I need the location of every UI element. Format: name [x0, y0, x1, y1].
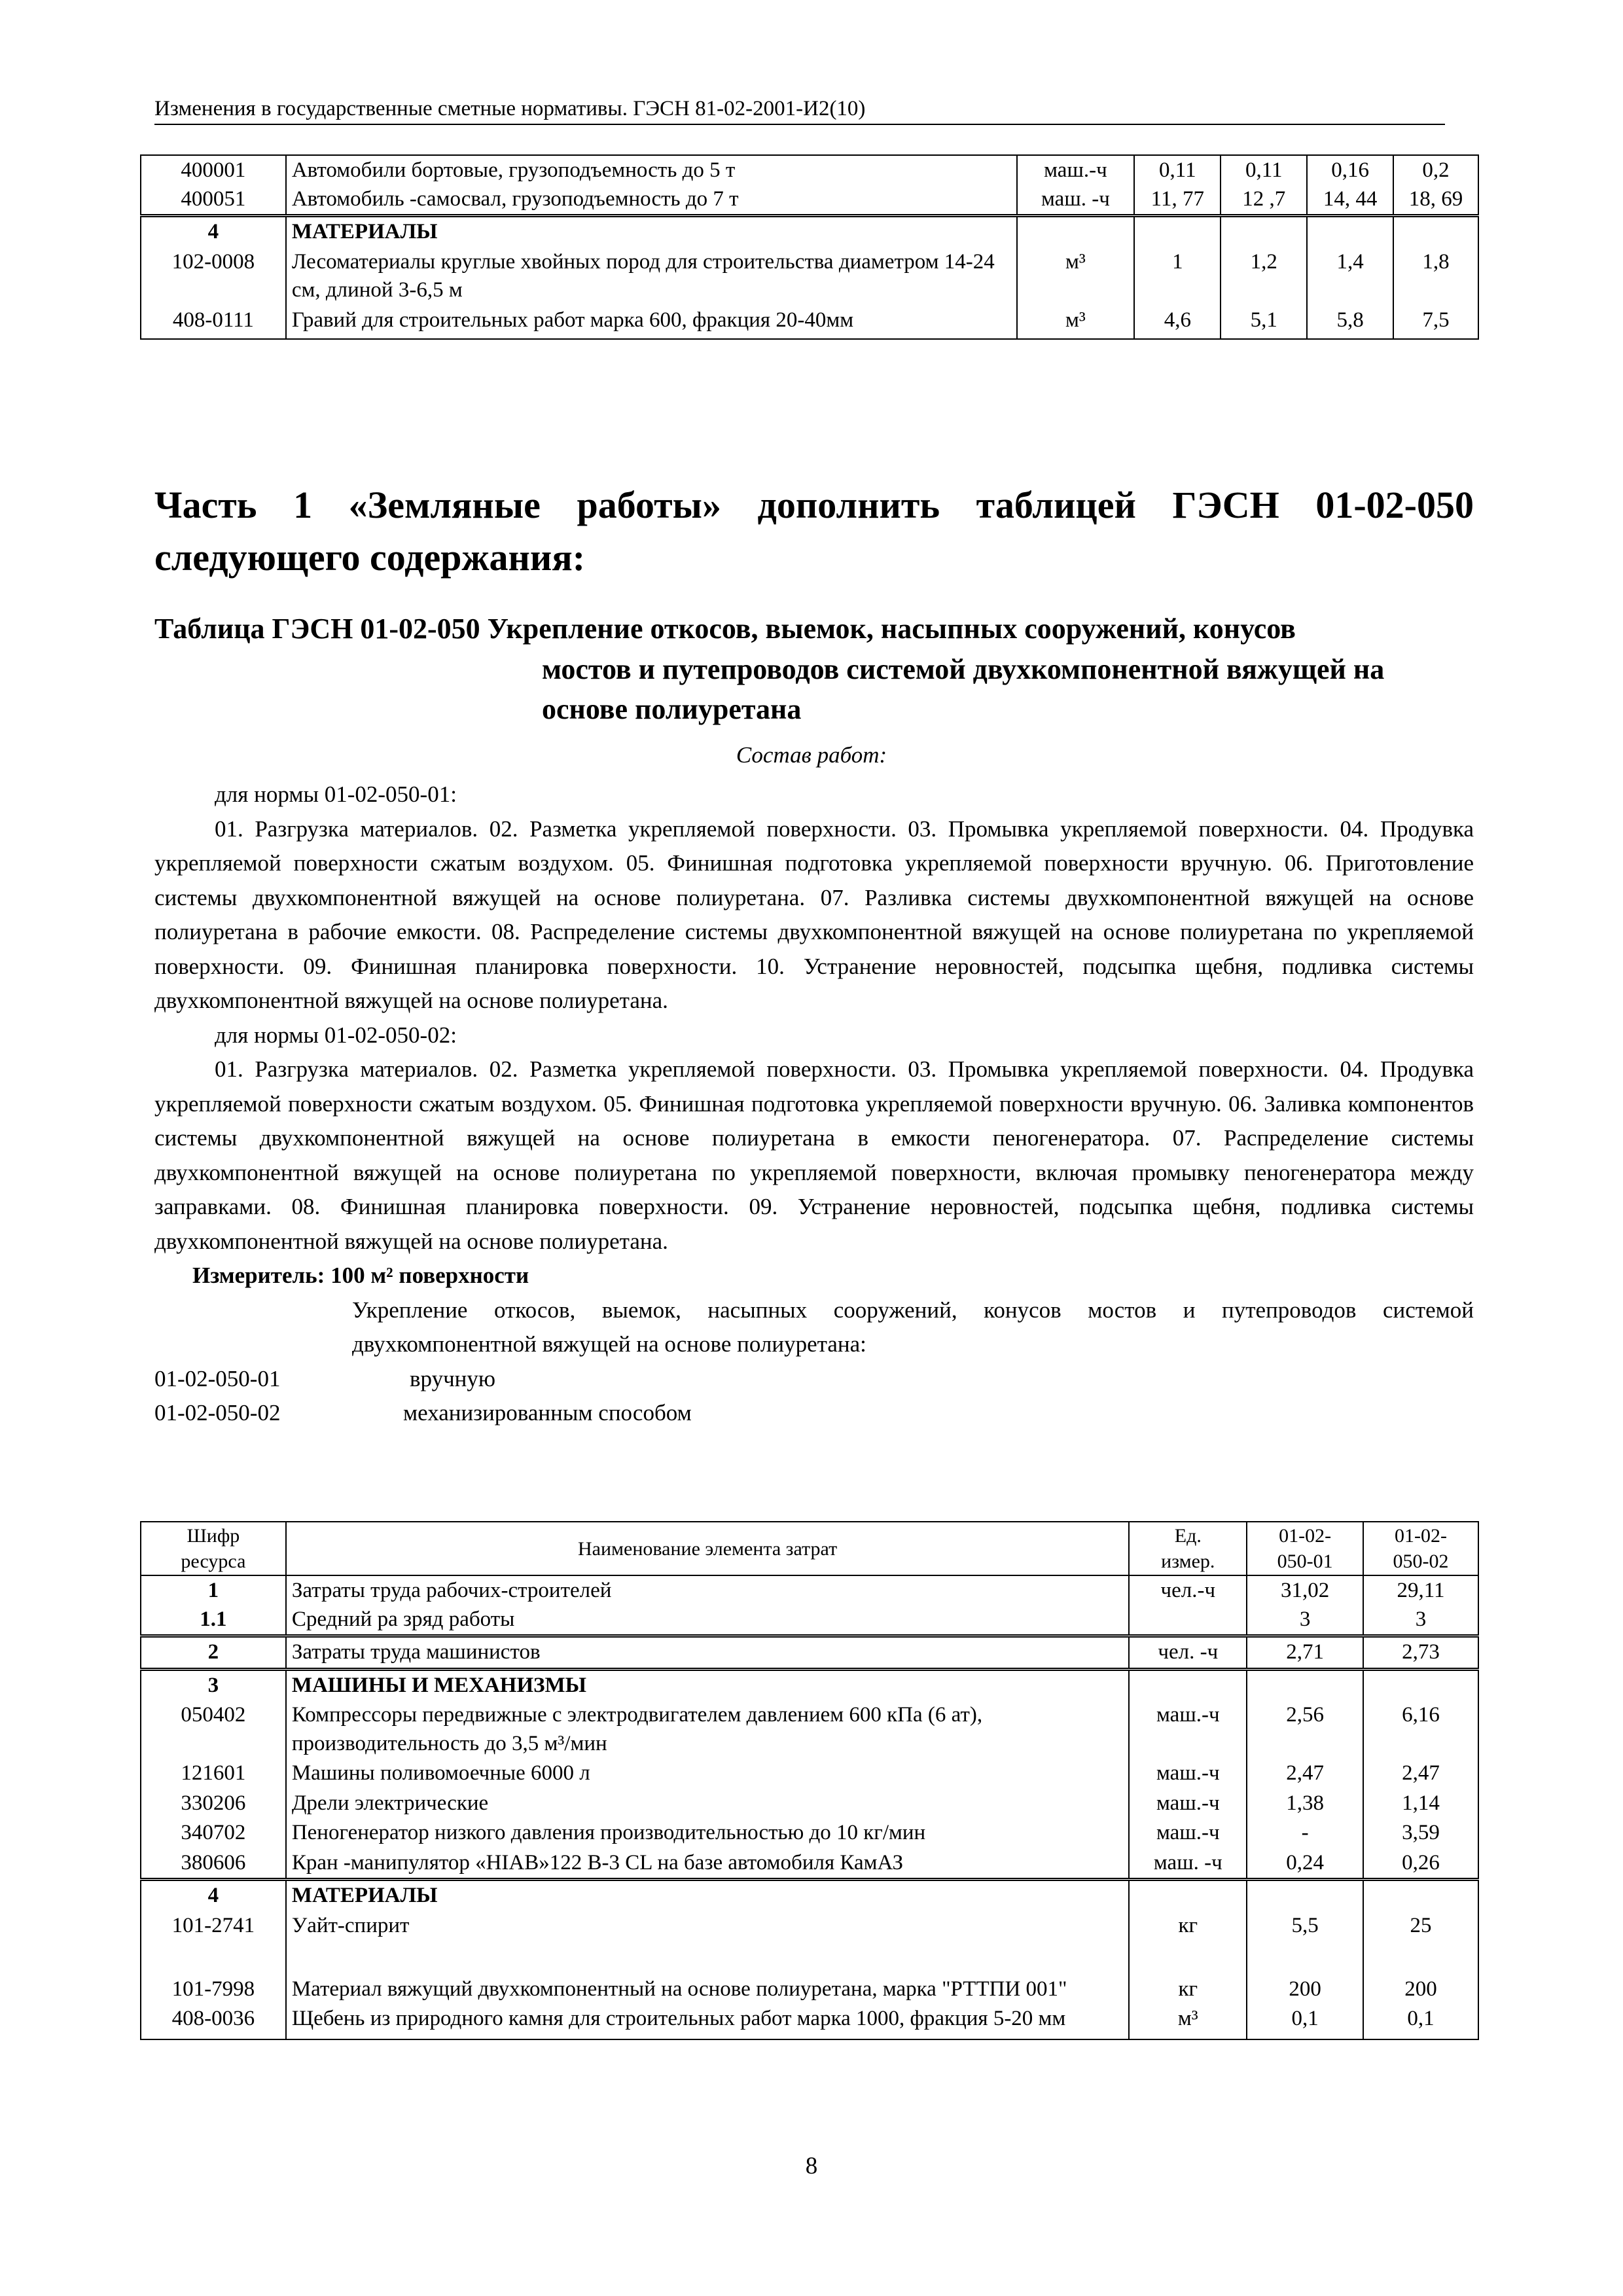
table-row — [141, 1818, 1478, 1848]
unit: маш. -ч — [1129, 1848, 1247, 1880]
resource-code: 330206 — [141, 1789, 286, 1819]
resource-code: 4 — [141, 216, 286, 247]
unit: маш.-ч — [1129, 1759, 1247, 1789]
table-row — [141, 216, 1478, 247]
norm-1-value: - — [1247, 1818, 1363, 1848]
norm-code-label: вручную — [410, 1365, 496, 1391]
resource-code: 050402 — [141, 1700, 286, 1759]
part-heading-line2: следующего содержания: — [154, 536, 586, 579]
norm1-text: 01. Разгрузка материалов. 02. Разметка укрепляемой поверхности. 03. Промывка укрепляемой поверхности. 04. Продувка укрепляемой поверхности сжатым воздухом. 05. Финишная подготовка укрепляемой поверхности вручную. 06. Приготовление системы двухкомпонентной вяжущей на основе полиуретана. 07. Разливка системы двухкомпонентной вяжущей на основе полиуретана в рабочие емкости. 08. Распределение системы двухкомпонентной вяжущей на основе полиуретана по укрепляемой поверхности. 09. Финишная планировка поверхности. 10. Устранение неровностей, подсыпка щебня, подливка системы двухкомпонентной вяжущей на основе полиуретана. — [154, 816, 1474, 1013]
resource-name: Гравий для строительных работ марка 600, фракция 20-40мм — [286, 306, 1017, 340]
resource-name: Компрессоры передвижные с электродвигателем давлением 600 кПа (6 ат), производительность до 3,5 м³/мин — [286, 1700, 1130, 1759]
value — [1221, 216, 1307, 247]
table-row — [141, 1759, 1478, 1789]
norm-code-line — [154, 1396, 1474, 1431]
header-name: Наименование элемента затрат — [286, 1522, 1130, 1575]
table-row — [141, 2004, 1478, 2039]
norm-description: Укрепление откосов, выемок, насыпных сооружений, конусов мостов и путепроводов системой двухкомпонентной вяжущей на основе полиуретана: — [352, 1297, 1474, 1357]
part-heading-word: 1 — [293, 484, 313, 526]
table-heading — [154, 609, 1474, 730]
resource-name: МАТЕРИАЛЫ — [286, 1880, 1130, 1911]
part-heading-word: работы» — [577, 484, 721, 526]
table-row — [141, 1848, 1478, 1880]
table-row — [141, 306, 1478, 340]
unit — [1017, 216, 1135, 247]
resource-code: 340702 — [141, 1818, 286, 1848]
composition-label: Состав работ: — [736, 742, 887, 768]
unit: кг — [1129, 1911, 1247, 1975]
unit: маш.-ч — [1129, 1789, 1247, 1819]
resource-name: МАШИНЫ И МЕХАНИЗМЫ — [286, 1669, 1130, 1700]
norm-1-value: 2,47 — [1247, 1759, 1363, 1789]
table-row — [141, 155, 1478, 216]
unit: кг — [1129, 1975, 1247, 2005]
table-row — [141, 1700, 1478, 1759]
part-heading-word: «Земляные — [348, 484, 541, 526]
value: 1,8 — [1393, 247, 1478, 306]
norm-2-value: 0,1 — [1363, 2004, 1478, 2039]
table-row — [141, 1669, 1478, 1700]
norm-2-value — [1363, 1880, 1478, 1911]
unit: маш.-ч маш. -ч — [1017, 155, 1135, 216]
resource-code: 101-2741 — [141, 1911, 286, 1975]
resource-code: 408-0036 — [141, 2004, 286, 2039]
resource-code: 3 — [141, 1669, 286, 1700]
resource-name: Уайт-спирит — [286, 1911, 1130, 1975]
resource-table — [140, 1521, 1479, 2040]
table-row — [141, 1789, 1478, 1819]
unit: м³ — [1017, 247, 1135, 306]
norm-1-value: 2,56 — [1247, 1700, 1363, 1759]
page-number: 8 — [805, 2153, 818, 2179]
header-norm-2: 01-02- 050-02 — [1363, 1522, 1478, 1575]
table-heading-line1: Таблица ГЭСН 01-02-050 Укрепление откосов, выемок, насыпных сооружений, конусов — [154, 613, 1296, 645]
value: 5,1 — [1221, 306, 1307, 340]
norm-2-value: 29,11 3 — [1363, 1575, 1478, 1636]
norm-2-value: 6,16 — [1363, 1700, 1478, 1759]
value: 5,8 — [1307, 306, 1393, 340]
norm2-text: 01. Разгрузка материалов. 02. Разметка укрепляемой поверхности. 03. Промывка укрепляемой поверхности. 04. Продувка укрепляемой поверхности сжатым воздухом. 05. Финишная подготовка укрепляемой поверхности вручную. 06. Заливка компонентов системы двухкомпонентной вяжущей на основе полиуретана в емкости пеногенератора. 07. Распределение системы двухкомпонентной вяжущей на основе полиуретана по укрепляемой поверхности, включая промывку пеногенератора между заправками. 08. Финишная планировка поверхности. 09. Устранение неровностей, подсыпка щебня, подливка системы двухкомпонентной вяжущей на основе полиуретана. — [154, 1056, 1474, 1254]
part-heading-word: 01-02-050 — [1315, 484, 1474, 526]
continuation-table — [140, 154, 1479, 340]
resource-name: Машины поливомоечные 6000 л — [286, 1759, 1130, 1789]
table-row — [141, 1575, 1478, 1636]
unit: маш.-ч — [1129, 1818, 1247, 1848]
part-heading-word: ГЭСН — [1172, 484, 1279, 526]
unit — [1129, 1880, 1247, 1911]
norm-2-value: 3,59 — [1363, 1818, 1478, 1848]
norm-2-value: 2,47 — [1363, 1759, 1478, 1789]
table-row — [141, 1636, 1478, 1670]
norm-1-value — [1247, 1669, 1363, 1700]
norm1-label: для нормы 01-02-050-01: — [215, 781, 457, 807]
part-heading-word: таблицей — [976, 484, 1136, 526]
resource-name: Автомобили бортовые, грузоподъемность до 5 т Автомобиль -самосвал, грузоподъемность до 7 т — [286, 155, 1017, 216]
value: 0,2 18, 69 — [1393, 155, 1478, 216]
norm-2-value: 1,14 — [1363, 1789, 1478, 1819]
norm-1-value — [1247, 1880, 1363, 1911]
value: 0,11 12 ,7 — [1221, 155, 1307, 216]
work-composition — [154, 778, 1474, 1431]
value — [1134, 216, 1221, 247]
resource-name: Материал вяжущий двухкомпонентный на основе полиуретана, марка "РТТПИ 001" — [286, 1975, 1130, 2005]
table-row — [141, 1975, 1478, 2005]
norm-1-value: 1,38 — [1247, 1789, 1363, 1819]
resource-code: 1 1.1 — [141, 1575, 286, 1636]
table-header-row — [141, 1522, 1478, 1575]
resource-name: Дрели электрические — [286, 1789, 1130, 1819]
norm-1-value: 0,1 — [1247, 2004, 1363, 2039]
header-code: Шифр ресурса — [141, 1522, 286, 1575]
table-heading-rest: мостов и путепроводов системой двухкомпонентной вяжущей на основе полиуретана — [542, 653, 1385, 726]
norm2-label: для нормы 01-02-050-02: — [215, 1022, 457, 1048]
table-row — [141, 1911, 1478, 1975]
part-heading-word: дополнить — [757, 484, 940, 526]
unit: м³ — [1017, 306, 1135, 340]
table-row — [141, 247, 1478, 306]
norm-2-value: 25 — [1363, 1911, 1478, 1975]
norm-code: 01-02-050-02 — [154, 1400, 281, 1426]
norm-1-value: 200 — [1247, 1975, 1363, 2005]
resource-code: 101-7998 — [141, 1975, 286, 2005]
meter-label: Измеритель: 100 м² поверхности — [192, 1263, 529, 1288]
norm-1-value: 5,5 — [1247, 1911, 1363, 1975]
norm-1-value: 2,71 — [1247, 1636, 1363, 1670]
value: 0,16 14, 44 — [1307, 155, 1393, 216]
unit: м³ — [1129, 2004, 1247, 2039]
resource-name: Затраты труда машинистов — [286, 1636, 1130, 1670]
resource-code: 408-0111 — [141, 306, 286, 340]
value — [1393, 216, 1478, 247]
norm-2-value: 2,73 — [1363, 1636, 1478, 1670]
value: 4,6 — [1134, 306, 1221, 340]
norm-1-value: 31,02 3 — [1247, 1575, 1363, 1636]
part-heading — [154, 479, 1474, 584]
value — [1307, 216, 1393, 247]
resource-code: 4 — [141, 1880, 286, 1911]
norm-2-value: 200 — [1363, 1975, 1478, 2005]
part-heading-word: Часть — [154, 484, 257, 526]
norm-code-label: механизированным способом — [403, 1400, 692, 1426]
resource-code: 380606 — [141, 1848, 286, 1880]
value: 0,11 11, 77 — [1134, 155, 1221, 216]
resource-name: Лесоматериалы круглые хвойных пород для строительства диаметром 14-24 см, длиной 3-6,5 м — [286, 247, 1017, 306]
resource-code: 121601 — [141, 1759, 286, 1789]
norm-1-value: 0,24 — [1247, 1848, 1363, 1880]
resource-name: Пеногенератор низкого давления производительностью до 10 кг/мин — [286, 1818, 1130, 1848]
norm-code: 01-02-050-01 — [154, 1365, 281, 1391]
part-heading-line1 — [154, 479, 1474, 531]
resource-code: 2 — [141, 1636, 286, 1670]
resource-code: 102-0008 — [141, 247, 286, 306]
unit: чел. -ч — [1129, 1636, 1247, 1670]
norm-code-line — [154, 1362, 1474, 1397]
header-unit: Ед. измер. — [1129, 1522, 1247, 1575]
resource-name: Затраты труда рабочих-строителей Средний ра зряд работы — [286, 1575, 1130, 1636]
value: 1,4 — [1307, 247, 1393, 306]
norm-2-value — [1363, 1669, 1478, 1700]
norm-2-value: 0,26 — [1363, 1848, 1478, 1880]
header-norm-1: 01-02- 050-01 — [1247, 1522, 1363, 1575]
value: 7,5 — [1393, 306, 1478, 340]
table-row — [141, 1880, 1478, 1911]
resource-name: Кран -манипулятор «HIAB»122 В-3 CL на базе автомобиля КамАЗ — [286, 1848, 1130, 1880]
unit: маш.-ч — [1129, 1700, 1247, 1759]
unit — [1129, 1669, 1247, 1700]
resource-name: Щебень из природного камня для строительных работ марка 1000, фракция 5-20 мм — [286, 2004, 1130, 2039]
value: 1 — [1134, 247, 1221, 306]
resource-code: 400001 400051 — [141, 155, 286, 216]
resource-name: МАТЕРИАЛЫ — [286, 216, 1017, 247]
unit: чел.-ч — [1129, 1575, 1247, 1636]
value: 1,2 — [1221, 247, 1307, 306]
running-header: Изменения в государственные сметные нормативы. ГЭСН 81-02-2001-И2(10) — [154, 97, 1445, 125]
